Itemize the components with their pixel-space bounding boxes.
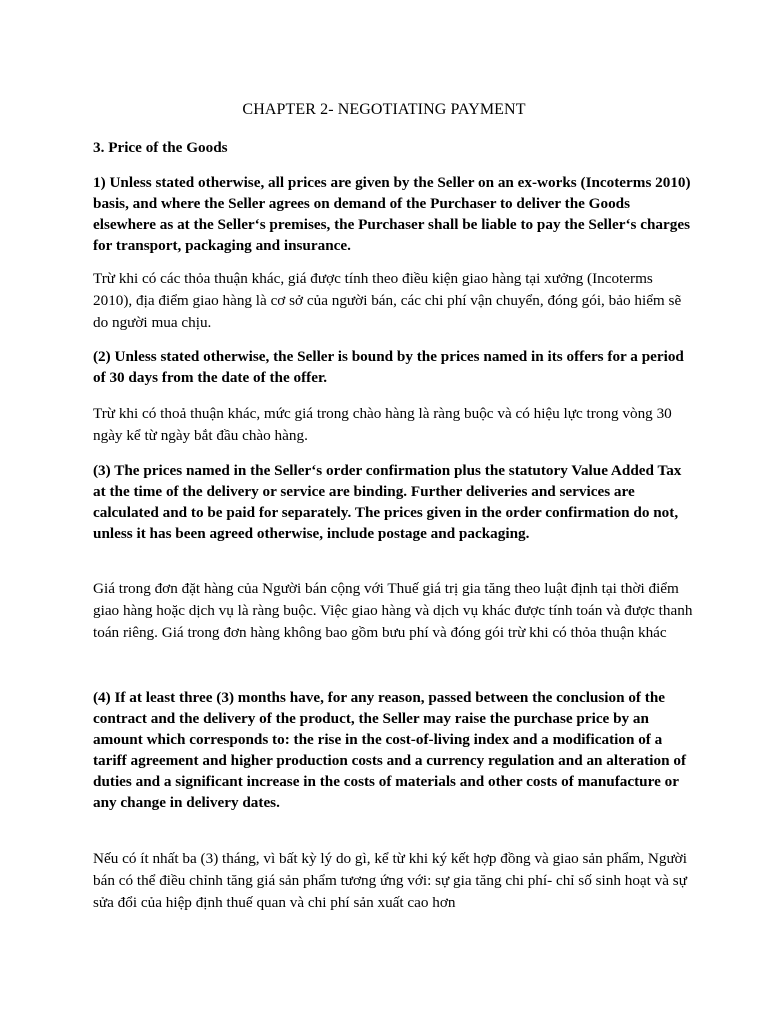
paragraph-1-en: 1) Unless stated otherwise, all prices are given by the Seller on an ex-works (Incoterms 2010) basis, and where the Seller agrees on demand of the Purchaser to deliver the Goods elsewhere as at the Seller‘s premises, the Purchaser shall be liable to pay the Seller‘s charges for transport, packaging and insurance.: [93, 174, 691, 254]
paragraph-2-vi: Trừ khi có thoả thuận khác, mức giá trong chào hàng là ràng buộc và có hiệu lực trong vòng 30 ngày kể từ ngày bắt đầu chào hàng.: [93, 405, 672, 444]
paragraph-4-en: (4) If at least three (3) months have, for any reason, passed between the conclusion of the contract and the delivery of the product, the Seller may raise the purchase price by an amount which corresponds to: the rise in the cost-of-living index and a modification of a tariff agreement and higher production costs and a currency regulation and an alteration of duties and a significant increase in the costs of materials and other costs of manufacture or any change in delivery dates.: [93, 689, 687, 811]
paragraph-4-vi: Nếu có ít nhất ba (3) tháng, vì bất kỳ lý do gì, kể từ khi ký kết hợp đồng và giao sản phẩm, Người bán có thể điều chỉnh tăng giá sản phẩm tương ứng với: sự gia tăng chi phí- chỉ số sinh hoạt và sự sửa đổi của hiệp định thuế quan và chi phí sản xuất cao hơn: [93, 850, 687, 911]
paragraph-3-vi: Giá trong đơn đặt hàng của Người bán cộng với Thuế giá trị gia tăng theo luật định tại thời điểm giao hàng hoặc dịch vụ là ràng buộc. Việc giao hàng và dịch vụ khác được tính toán và được thanh toán riêng. Giá trong đơn hàng không bao gồm bưu phí và đóng gói trừ khi có thỏa thuận khác: [93, 580, 693, 641]
paragraph-3-en: (3) The prices named in the Seller‘s order confirmation plus the statutory Value Added Tax at the time of the delivery or service are binding. Further deliveries and services are calculated and to be paid for separately. The prices given in the order confirmation do not, unless it has been agreed otherwise, include postage and packaging.: [93, 462, 682, 542]
section-heading: 3. Price of the Goods: [93, 139, 228, 156]
chapter-title: CHAPTER 2- NEGOTIATING PAYMENT: [242, 101, 526, 118]
paragraph-1-vi: Trừ khi có các thỏa thuận khác, giá được tính theo điều kiện giao hàng tại xưởng (Incoterms 2010), địa điểm giao hàng là cơ sở của người bán, các chi phí vận chuyển, đóng gói, bảo hiểm sẽ do người mua chịu.: [93, 270, 682, 331]
paragraph-2-en: (2) Unless stated otherwise, the Seller is bound by the prices named in its offers for a period of 30 days from the date of the offer.: [93, 348, 684, 386]
